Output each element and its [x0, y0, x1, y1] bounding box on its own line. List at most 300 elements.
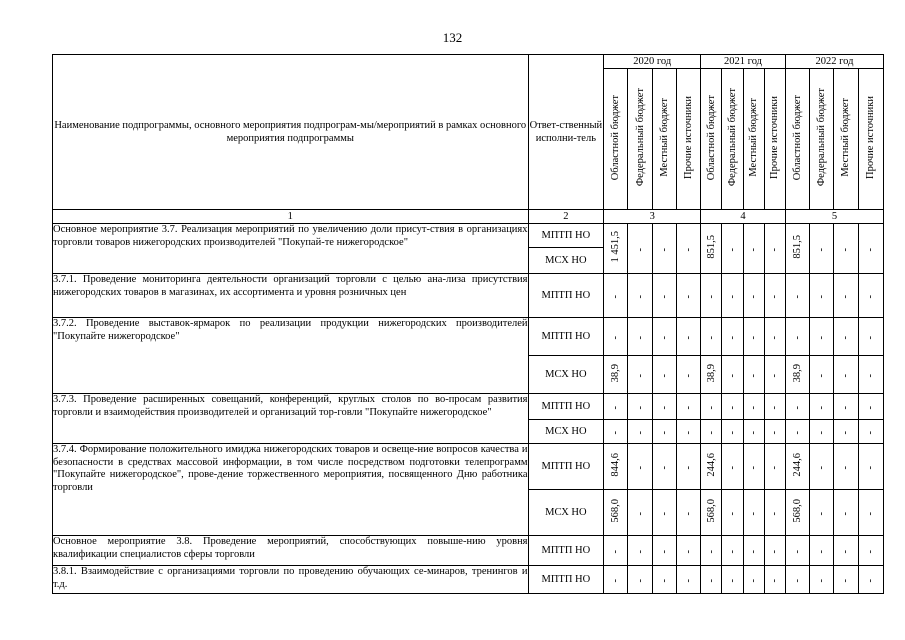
activity-name: 3.8.1. Взаимодействие с организациями торговли по проведению обучающих се-минаров, тренингов и т.д.: [53, 566, 529, 594]
budget-value-cell: [722, 394, 743, 420]
budget-value-cell: [810, 274, 834, 318]
source-header-label: Местный бюджет: [748, 98, 760, 177]
source-header-label: Прочие источники: [865, 96, 877, 179]
budget-value-cell: [604, 444, 628, 490]
budget-value-cell: [810, 318, 834, 356]
source-header: [858, 69, 883, 210]
budget-value-cell: [652, 536, 676, 566]
budget-value-cell: [604, 274, 628, 318]
budget-value: -: [840, 511, 852, 515]
budget-value: 244,6: [792, 453, 804, 477]
budget-value-cell: [858, 536, 883, 566]
executor-cell: МПТП НО: [528, 318, 604, 356]
budget-value-cell: [652, 224, 676, 274]
budget-value-cell: [652, 566, 676, 594]
budget-value-cell: [743, 274, 764, 318]
budget-value: -: [840, 578, 852, 582]
budget-value: -: [792, 549, 804, 553]
budget-value-cell: [628, 356, 652, 394]
executor-cell: МПТП НО: [528, 444, 604, 490]
budget-value: -: [705, 430, 717, 434]
column-number: 3: [604, 210, 701, 224]
budget-value-cell: [834, 394, 858, 420]
budget-value: -: [748, 405, 760, 409]
budget-value: -: [610, 294, 622, 298]
budget-value-cell: [604, 394, 628, 420]
budget-value: -: [683, 578, 695, 582]
budget-value-cell: [834, 274, 858, 318]
executor-cell: МПТП НО: [528, 566, 604, 594]
budget-value: 851,5: [705, 235, 717, 259]
budget-value: -: [769, 465, 781, 469]
budget-value-cell: [834, 444, 858, 490]
budget-value-cell: [764, 566, 785, 594]
budget-value: 851,5: [792, 235, 804, 259]
budget-value: -: [865, 247, 877, 251]
budget-value-cell: [743, 420, 764, 444]
budget-value: -: [748, 430, 760, 434]
budget-value-cell: [785, 318, 809, 356]
budget-value: -: [683, 549, 695, 553]
budget-value-cell: [701, 444, 722, 490]
budget-value-cell: [834, 420, 858, 444]
executor-cell: МСХ НО: [528, 490, 604, 536]
budget-value-cell: [676, 274, 700, 318]
budget-value-cell: [701, 274, 722, 318]
budget-value: -: [769, 578, 781, 582]
budget-value: -: [658, 247, 670, 251]
budget-value-cell: [764, 274, 785, 318]
table-row: [53, 224, 884, 248]
budget-value: -: [769, 247, 781, 251]
budget-value-cell: [858, 356, 883, 394]
budget-value: -: [769, 405, 781, 409]
budget-value-cell: [652, 274, 676, 318]
budget-value: -: [705, 405, 717, 409]
budget-value-cell: [701, 536, 722, 566]
budget-value-cell: [701, 490, 722, 536]
budget-value: -: [705, 578, 717, 582]
budget-value: -: [816, 578, 828, 582]
budget-value: -: [658, 335, 670, 339]
budget-value-cell: [652, 490, 676, 536]
activity-name: 3.7.3. Проведение расширенных совещаний, конференций, круглых столов по во-просам развития торговли и взаимодействия производителей и организаций тор-говли "Покупайте нижегородское": [53, 394, 529, 444]
source-header: [676, 69, 700, 210]
budget-value: -: [840, 549, 852, 553]
budget-value: -: [769, 430, 781, 434]
budget-value: -: [748, 511, 760, 515]
budget-value: -: [726, 294, 738, 298]
budget-value-cell: [858, 318, 883, 356]
budget-value: -: [865, 465, 877, 469]
budget-value-cell: [810, 420, 834, 444]
budget-value-cell: [785, 394, 809, 420]
budget-value: -: [865, 430, 877, 434]
budget-value-cell: [834, 566, 858, 594]
budget-value: -: [792, 294, 804, 298]
budget-value: -: [726, 511, 738, 515]
activity-name: 3.7.4. Формирование положительного имиджа нижегородских товаров и освеще-ние вопросов качества и безопасности в средствах массовой информации, в том числе посредством подготовки телепрограмм "Покупайте нижегородское", прове-дение торжественного мероприятия, посвященного Дню работника торговли: [53, 444, 529, 536]
source-header-label: Прочие источники: [683, 96, 695, 179]
budget-value: -: [748, 578, 760, 582]
budget-value-cell: [834, 490, 858, 536]
budget-value: -: [769, 373, 781, 377]
budget-value-cell: [764, 490, 785, 536]
budget-value-cell: [743, 394, 764, 420]
budget-value-cell: [858, 490, 883, 536]
budget-value: 1 451,5: [610, 231, 622, 263]
budget-value-cell: [701, 356, 722, 394]
budget-value: -: [865, 549, 877, 553]
budget-value-cell: [722, 536, 743, 566]
budget-value-cell: [834, 536, 858, 566]
budget-value: -: [865, 294, 877, 298]
budget-value-cell: [722, 444, 743, 490]
budget-value: -: [634, 405, 646, 409]
budget-value: -: [816, 294, 828, 298]
column-number: 4: [701, 210, 786, 224]
budget-value-cell: [722, 274, 743, 318]
budget-value-cell: [628, 490, 652, 536]
budget-value-cell: [810, 536, 834, 566]
budget-value-cell: [858, 420, 883, 444]
budget-value: -: [769, 549, 781, 553]
source-header: [764, 69, 785, 210]
budget-value-cell: [764, 224, 785, 274]
budget-value: -: [658, 405, 670, 409]
budget-value: -: [865, 405, 877, 409]
budget-value: 244,6: [705, 453, 717, 477]
source-header: [604, 69, 628, 210]
budget-value-cell: [764, 318, 785, 356]
budget-value: -: [683, 294, 695, 298]
budget-value-cell: [834, 318, 858, 356]
budget-value-cell: [858, 224, 883, 274]
budget-value: -: [816, 247, 828, 251]
budget-value: -: [705, 294, 717, 298]
budget-value-cell: [722, 356, 743, 394]
budget-value-cell: [834, 224, 858, 274]
budget-value: 568,0: [792, 499, 804, 523]
budget-value-cell: [764, 420, 785, 444]
budget-value-cell: [722, 420, 743, 444]
budget-value-cell: [810, 490, 834, 536]
budget-value: -: [726, 549, 738, 553]
budget-value-cell: [764, 394, 785, 420]
year-header: 2022 год: [785, 55, 883, 69]
budget-value: -: [769, 511, 781, 515]
activity-name: Основное мероприятие 3.7. Реализация мероприятий по увеличению доли присут-ствия в организациях торговли товаров нижегородских производителей "Покупай-те нижегородское": [53, 224, 529, 274]
budget-value: -: [840, 247, 852, 251]
budget-value: -: [840, 335, 852, 339]
budget-value-cell: [652, 356, 676, 394]
budget-value-cell: [628, 566, 652, 594]
budget-value-cell: [743, 444, 764, 490]
budget-value: -: [748, 247, 760, 251]
budget-value: 568,0: [705, 499, 717, 523]
budget-value: -: [816, 465, 828, 469]
budget-value-cell: [743, 566, 764, 594]
budget-value: -: [748, 549, 760, 553]
budget-value: 38,9: [610, 363, 622, 383]
budget-value: -: [748, 373, 760, 377]
budget-value-cell: [701, 394, 722, 420]
budget-value-cell: [604, 490, 628, 536]
budget-value: -: [840, 294, 852, 298]
budget-value-cell: [743, 536, 764, 566]
budget-value-cell: [722, 224, 743, 274]
budget-value: 844,6: [610, 453, 622, 477]
budget-value: -: [792, 578, 804, 582]
budget-table: [52, 54, 884, 594]
executor-cell: МПТП НО: [528, 394, 604, 420]
table-row: [53, 566, 884, 594]
source-header-label: Областной бюджет: [792, 94, 804, 181]
budget-value: -: [840, 405, 852, 409]
budget-value-cell: [652, 444, 676, 490]
source-header: [628, 69, 652, 210]
budget-value: -: [683, 373, 695, 377]
budget-value-cell: [764, 356, 785, 394]
budget-value-cell: [628, 318, 652, 356]
budget-value: -: [658, 549, 670, 553]
budget-value: -: [865, 373, 877, 377]
budget-value-cell: [652, 420, 676, 444]
table-row: [53, 394, 884, 420]
budget-value: -: [634, 511, 646, 515]
budget-value: 568,0: [610, 499, 622, 523]
source-header-label: Местный бюджет: [840, 98, 852, 177]
budget-value: -: [634, 335, 646, 339]
activity-name: Основное мероприятие 3.8. Проведение мероприятий, способствующих повыше-нию уровня квалификации специалистов сферы торговли: [53, 536, 529, 566]
budget-value-cell: [604, 420, 628, 444]
name-column-header: Наименование подпрограммы, основного мероприятия подпрограм-мы/мероприятий в рамках основного мероприятия подпрограммы: [53, 55, 529, 210]
budget-value: -: [748, 294, 760, 298]
budget-value: -: [658, 294, 670, 298]
budget-value-cell: [810, 566, 834, 594]
budget-value-cell: [676, 318, 700, 356]
budget-value-cell: [785, 420, 809, 444]
budget-value-cell: [628, 420, 652, 444]
budget-value: -: [634, 578, 646, 582]
source-header: [722, 69, 743, 210]
budget-value: -: [634, 247, 646, 251]
budget-value: -: [816, 430, 828, 434]
budget-value-cell: [810, 224, 834, 274]
column-number: 1: [53, 210, 529, 224]
budget-value: -: [865, 511, 877, 515]
budget-value: -: [658, 373, 670, 377]
table-row: [53, 536, 884, 566]
budget-value: -: [865, 578, 877, 582]
table-row: [53, 444, 884, 490]
source-header-label: Областной бюджет: [610, 94, 622, 181]
budget-value: -: [840, 430, 852, 434]
budget-value: -: [610, 430, 622, 434]
source-header: [834, 69, 858, 210]
budget-value-cell: [722, 490, 743, 536]
budget-value: -: [705, 549, 717, 553]
budget-value-cell: [785, 566, 809, 594]
executor-cell: МСХ НО: [528, 420, 604, 444]
budget-value-cell: [722, 566, 743, 594]
executor-cell: МПТП НО: [528, 224, 604, 248]
budget-value: -: [634, 430, 646, 434]
column-number: 2: [528, 210, 604, 224]
budget-value-cell: [764, 536, 785, 566]
budget-value: -: [792, 405, 804, 409]
budget-value-cell: [676, 444, 700, 490]
budget-value-cell: [676, 536, 700, 566]
budget-value: -: [840, 373, 852, 377]
source-header: [785, 69, 809, 210]
budget-value: -: [816, 373, 828, 377]
budget-value-cell: [701, 224, 722, 274]
budget-value-cell: [764, 444, 785, 490]
budget-value-cell: [628, 224, 652, 274]
budget-value-cell: [785, 536, 809, 566]
budget-value-cell: [785, 356, 809, 394]
budget-value: -: [840, 465, 852, 469]
source-header-label: Прочие источники: [769, 96, 781, 179]
budget-value: -: [748, 465, 760, 469]
budget-value: -: [634, 549, 646, 553]
budget-value: -: [658, 465, 670, 469]
budget-value: -: [792, 335, 804, 339]
budget-value-cell: [628, 536, 652, 566]
budget-value: -: [610, 549, 622, 553]
budget-value: -: [610, 405, 622, 409]
budget-value-cell: [785, 274, 809, 318]
budget-value-cell: [785, 490, 809, 536]
budget-value: -: [726, 373, 738, 377]
table-row: [53, 318, 884, 356]
budget-value: -: [748, 335, 760, 339]
executor-cell: МСХ НО: [528, 356, 604, 394]
activity-name: 3.7.2. Проведение выставок-ярмарок по реализации продукции нижегородских производителей "Покупайте нижегородское": [53, 318, 529, 394]
budget-value-cell: [722, 318, 743, 356]
budget-value-cell: [858, 566, 883, 594]
budget-value-cell: [701, 318, 722, 356]
budget-value-cell: [858, 274, 883, 318]
budget-value: -: [683, 430, 695, 434]
budget-value: -: [683, 465, 695, 469]
budget-value: -: [610, 578, 622, 582]
budget-value-cell: [676, 566, 700, 594]
budget-value: -: [634, 294, 646, 298]
executor-cell: МПТП НО: [528, 536, 604, 566]
budget-value-cell: [810, 444, 834, 490]
budget-value: -: [683, 405, 695, 409]
budget-value: -: [865, 335, 877, 339]
column-number: 5: [785, 210, 883, 224]
source-header-label: Областной бюджет: [705, 94, 717, 181]
budget-value: -: [816, 549, 828, 553]
budget-value-cell: [604, 356, 628, 394]
budget-value-cell: [858, 444, 883, 490]
budget-value-cell: [858, 394, 883, 420]
source-header: [743, 69, 764, 210]
budget-value: -: [634, 373, 646, 377]
budget-value-cell: [810, 394, 834, 420]
executor-column-header: Ответ-ственный исполни-тель: [528, 55, 604, 210]
budget-value-cell: [604, 566, 628, 594]
budget-value: -: [816, 511, 828, 515]
budget-value: -: [658, 578, 670, 582]
budget-value-cell: [834, 356, 858, 394]
budget-value-cell: [701, 420, 722, 444]
budget-value: 38,9: [705, 363, 717, 383]
budget-value: -: [683, 335, 695, 339]
table-row: [53, 274, 884, 318]
budget-value-cell: [604, 318, 628, 356]
budget-value: -: [726, 578, 738, 582]
source-header-label: Местный бюджет: [658, 98, 670, 177]
budget-value: -: [726, 335, 738, 339]
budget-value: -: [792, 430, 804, 434]
budget-value: -: [726, 430, 738, 434]
budget-value-cell: [743, 356, 764, 394]
source-header: [652, 69, 676, 210]
source-header-label: Федеральный бюджет: [816, 88, 828, 187]
budget-value-cell: [743, 318, 764, 356]
executor-cell: МПТП НО: [528, 274, 604, 318]
budget-value: -: [683, 247, 695, 251]
budget-value: -: [769, 294, 781, 298]
budget-value-cell: [628, 274, 652, 318]
budget-value-cell: [810, 356, 834, 394]
budget-value-cell: [676, 394, 700, 420]
budget-value-cell: [676, 356, 700, 394]
budget-value-cell: [604, 536, 628, 566]
page-number: 132: [442, 30, 463, 45]
budget-value: -: [610, 335, 622, 339]
source-header-label: Федеральный бюджет: [634, 88, 646, 187]
budget-value: -: [658, 430, 670, 434]
budget-value: -: [634, 465, 646, 469]
source-header-label: Федеральный бюджет: [726, 88, 738, 187]
source-header: [701, 69, 722, 210]
budget-value: -: [726, 247, 738, 251]
year-header: 2021 год: [701, 55, 786, 69]
year-header: 2020 год: [604, 55, 701, 69]
budget-value-cell: [743, 224, 764, 274]
budget-value: -: [683, 511, 695, 515]
budget-value-cell: [701, 566, 722, 594]
budget-value: -: [705, 335, 717, 339]
budget-value: 38,9: [792, 363, 804, 383]
budget-value-cell: [604, 224, 628, 274]
budget-value: -: [769, 335, 781, 339]
budget-value: -: [816, 335, 828, 339]
activity-name: 3.7.1. Проведение мониторинга деятельности организаций торговли с целью ана-лиза присутствия нижегородских товаров в магазинах, их ассортимента и уровня розничных цен: [53, 274, 529, 318]
source-header: [810, 69, 834, 210]
budget-value-cell: [676, 490, 700, 536]
budget-value: -: [658, 511, 670, 515]
budget-value-cell: [676, 224, 700, 274]
budget-value-cell: [652, 318, 676, 356]
budget-value-cell: [628, 444, 652, 490]
executor-cell: МСХ НО: [528, 248, 604, 274]
budget-value-cell: [785, 224, 809, 274]
budget-value: -: [726, 465, 738, 469]
budget-value: -: [816, 405, 828, 409]
budget-value-cell: [785, 444, 809, 490]
budget-value-cell: [743, 490, 764, 536]
budget-value-cell: [628, 394, 652, 420]
budget-value-cell: [652, 394, 676, 420]
budget-value: -: [726, 405, 738, 409]
